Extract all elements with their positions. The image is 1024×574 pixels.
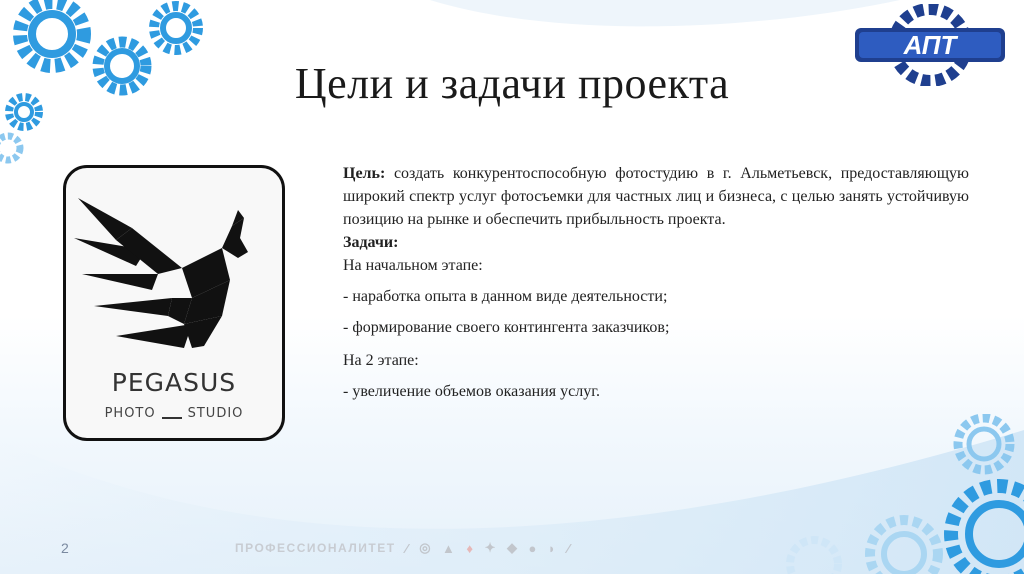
goal-label: Цель: (343, 165, 386, 182)
task-item-3: - увеличение объемов оказания услуг. (343, 383, 600, 400)
stage-1-label: На начальном этапе: (343, 257, 483, 274)
drop-icon: ♦ (466, 540, 475, 556)
tasks-label-text: Задачи: (343, 234, 399, 251)
footer-strip-text: ПРОФЕССИОНАЛИТЕТ (235, 541, 396, 555)
org-logo-text: АПТ (903, 30, 957, 60)
goal-text: создать конкурентоспособную фотостудию в г. Альметьевск, предоставляющую широкий спектр услуг фотосъемки для частных лиц и бизнеса, с целью занять устойчивую позицию на рынке и обеспечить прибыльность проекта. (343, 165, 969, 228)
slide-title: Цели и задачи проекта (294, 59, 730, 108)
task-item-1: - наработка опыта в данном виде деятельности; (343, 288, 668, 305)
pegasus-mark-icon (72, 188, 252, 358)
task-item-2: - формирование своего контингента заказчиков; (343, 319, 670, 336)
pegasus-logo (63, 165, 285, 441)
slash-icon: ⁄ (405, 540, 410, 556)
gears-bottom-right-icon (714, 414, 1024, 574)
pegasus-name: PEGASUS (111, 368, 237, 397)
page-number: 2 (61, 540, 69, 556)
pegasus-subtitle (66, 406, 282, 421)
shape-icon: ◆ (506, 540, 519, 555)
stage-2-label: На 2 этапе: (343, 352, 419, 369)
footer-strip (235, 538, 571, 558)
goal-paragraph (343, 162, 969, 231)
pegasus-dash (162, 417, 182, 419)
tasks-label (343, 231, 969, 254)
slash-icon: ⁄ (567, 540, 571, 556)
pegasus-sub-left: PHOTO (104, 406, 156, 421)
pegasus-sub-right: STUDIO (187, 406, 244, 421)
slide-content (343, 162, 969, 403)
circle-icon: ◎ (419, 540, 433, 555)
shape-icon: ● (528, 540, 538, 556)
leaf-icon: ✦ (484, 540, 497, 555)
shape-icon: ◗ (547, 540, 558, 556)
triangle-icon: ▲ (442, 540, 457, 556)
